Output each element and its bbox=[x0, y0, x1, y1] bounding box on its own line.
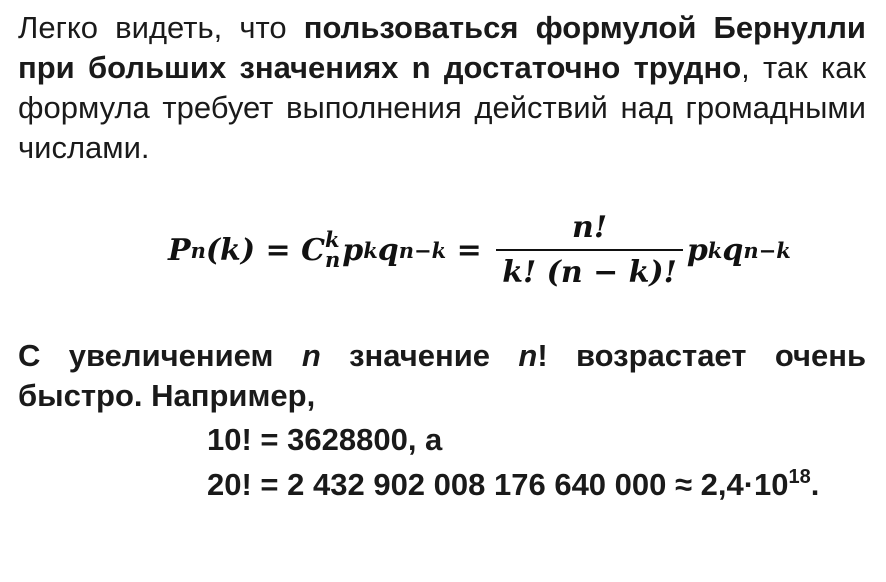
intro-line-1 bbox=[18, 8, 866, 48]
growth-n-factorial: n bbox=[518, 338, 538, 373]
formula-P: P bbox=[168, 232, 191, 268]
formula-q-exponent: n−k bbox=[398, 237, 447, 263]
formula-p: p bbox=[342, 232, 364, 268]
formula-P-subscript: n bbox=[190, 237, 206, 263]
formula-C-subscript: n bbox=[324, 247, 341, 272]
growth-text-c: ! возрастает очень bbox=[537, 338, 867, 373]
growth-n: n bbox=[301, 338, 321, 373]
intro-line-2 bbox=[18, 48, 866, 88]
formula-P-argument: (k) bbox=[205, 232, 256, 268]
intro-text: Легко видеть, что bbox=[18, 10, 304, 45]
formula-C: C bbox=[301, 232, 325, 268]
example-20-exponent: 18 bbox=[788, 466, 811, 488]
formula-p2-exponent: k bbox=[707, 237, 723, 263]
formula-q2-exponent: n−k bbox=[743, 237, 791, 263]
formula-numerator: n! bbox=[572, 210, 607, 245]
intro-bold-text: пользоваться формулой Бернулли bbox=[303, 10, 866, 45]
formula-fraction bbox=[496, 210, 683, 290]
formula-p-exponent: k bbox=[363, 237, 378, 263]
intro-line-4: числами. bbox=[18, 130, 150, 165]
growth-text-b: значение bbox=[320, 338, 519, 373]
formula-equals-2: = bbox=[446, 232, 493, 268]
formula-q2: q bbox=[722, 232, 744, 268]
formula-denominator: k! (n − k)! bbox=[496, 249, 683, 290]
example-10-factorial: 10! = 3628800, а bbox=[207, 422, 443, 457]
intro-text-2: , так как bbox=[741, 50, 866, 85]
formula-p2: p bbox=[686, 232, 708, 268]
example-20-end: . bbox=[810, 467, 820, 502]
growth-line-2: быстро. Например, bbox=[18, 378, 316, 413]
intro-bold-text-2: при больших значениях n достаточно трудно bbox=[18, 50, 742, 85]
growth-paragraph bbox=[18, 336, 866, 416]
growth-line-1 bbox=[18, 336, 866, 376]
growth-text-a: С увеличением bbox=[18, 338, 302, 373]
formula-equals-1: = bbox=[255, 232, 302, 268]
formula-q: q bbox=[377, 232, 399, 268]
formula-C-superscript: k bbox=[324, 227, 340, 253]
example-20-main: 20! = 2 432 902 008 176 640 000 ≈ 2,4·10 bbox=[207, 467, 789, 502]
intro-line-3: формула требует выполнения действий над громадными bbox=[18, 90, 866, 125]
intro-paragraph bbox=[18, 8, 866, 168]
bernoulli-formula bbox=[168, 210, 791, 290]
formula-C-indices bbox=[324, 227, 341, 272]
example-20-factorial bbox=[207, 467, 819, 503]
